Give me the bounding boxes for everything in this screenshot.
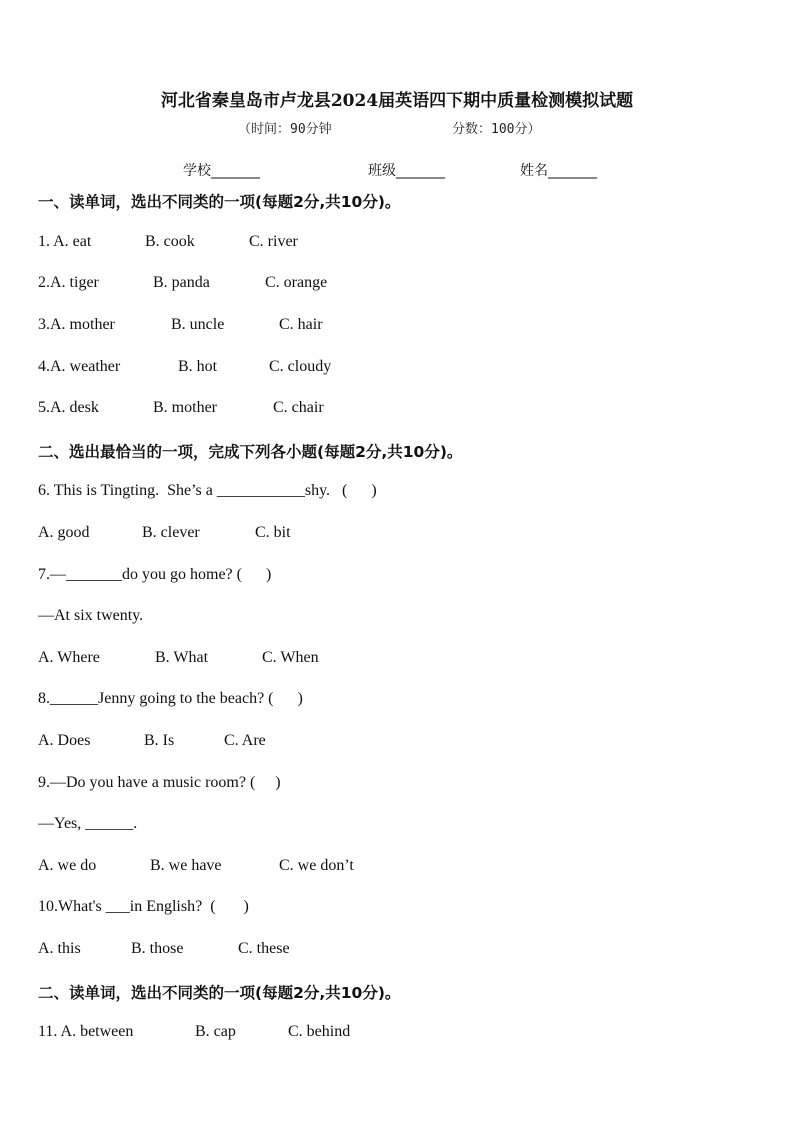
q6-stem: 6. This is Tingting. She’s a ___________shy. ( ) xyxy=(38,482,377,499)
school-field: 学校_______ xyxy=(183,163,260,179)
q8-stem: 8.______Jenny going to the beach? ( ) xyxy=(38,690,303,707)
exam-time: （时间：90分钟 xyxy=(238,122,332,137)
q7-option-a: A. Where xyxy=(38,649,100,666)
q4-option-c: C. cloudy xyxy=(269,358,332,375)
page-title: 河北省秦皇岛市卢龙县2024届英语四下期中质量检测模拟试题 xyxy=(160,91,634,111)
q3-option-c: C. hair xyxy=(279,316,323,333)
q3-stem: 3.A. mother xyxy=(38,316,115,333)
q8-option-a: A. Does xyxy=(38,732,91,749)
q9-option-b: B. we have xyxy=(150,857,222,874)
q1-stem: 1. A. eat xyxy=(38,233,92,250)
q7-option-c: C. When xyxy=(262,649,319,666)
exam-score: 分数：100分） xyxy=(452,122,541,137)
q8-option-b: B. Is xyxy=(144,732,175,749)
class-field: 班级_______ xyxy=(368,163,445,179)
q11-option-b: B. cap xyxy=(195,1023,236,1040)
q10-option-a: A. this xyxy=(38,940,81,957)
q1-option-c: C. river xyxy=(249,233,298,250)
q3-option-b: B. uncle xyxy=(171,316,225,333)
section-3-heading: 二、读单词，选出不同类的一项(每题2分,共10分)。 xyxy=(38,984,401,1002)
q11-option-c: C. behind xyxy=(288,1023,351,1040)
q9-option-a: A. we do xyxy=(38,857,97,874)
q2-option-b: B. panda xyxy=(153,274,210,291)
q6-option-c: C. bit xyxy=(255,524,291,541)
q9-answer-line: —Yes, ______. xyxy=(38,815,138,832)
q1-option-b: B. cook xyxy=(145,233,195,250)
section-1-heading: 一、读单词，选出不同类的一项(每题2分,共10分)。 xyxy=(38,193,401,211)
q4-stem: 4.A. weather xyxy=(38,358,121,375)
q2-option-c: C. orange xyxy=(265,274,328,291)
section-2-heading: 二、选出最恰当的一项，完成下列各小题(每题2分,共10分)。 xyxy=(38,443,463,461)
q10-stem: 10.What's ___in English? ( ) xyxy=(38,898,249,915)
q6-option-a: A. good xyxy=(38,524,90,541)
q7-option-b: B. What xyxy=(155,649,209,666)
q8-option-c: C. Are xyxy=(224,732,266,749)
q11-stem: 11. A. between xyxy=(38,1023,134,1040)
q6-option-b: B. clever xyxy=(142,524,200,541)
q7-stem: 7.—_______do you go home? ( ) xyxy=(38,566,272,583)
q9-stem: 9.—Do you have a music room? ( ) xyxy=(38,774,281,791)
q5-stem: 5.A. desk xyxy=(38,399,99,416)
q9-option-c: C. we don’t xyxy=(279,857,354,874)
q7-answer-line: —At six twenty. xyxy=(38,607,144,624)
q5-option-c: C. chair xyxy=(273,399,324,416)
q5-option-b: B. mother xyxy=(153,399,217,416)
name-field: 姓名_______ xyxy=(520,163,597,179)
q4-option-b: B. hot xyxy=(178,358,218,375)
q10-option-b: B. those xyxy=(131,940,184,957)
q2-stem: 2.A. tiger xyxy=(38,274,99,291)
q10-option-c: C. these xyxy=(238,940,290,957)
